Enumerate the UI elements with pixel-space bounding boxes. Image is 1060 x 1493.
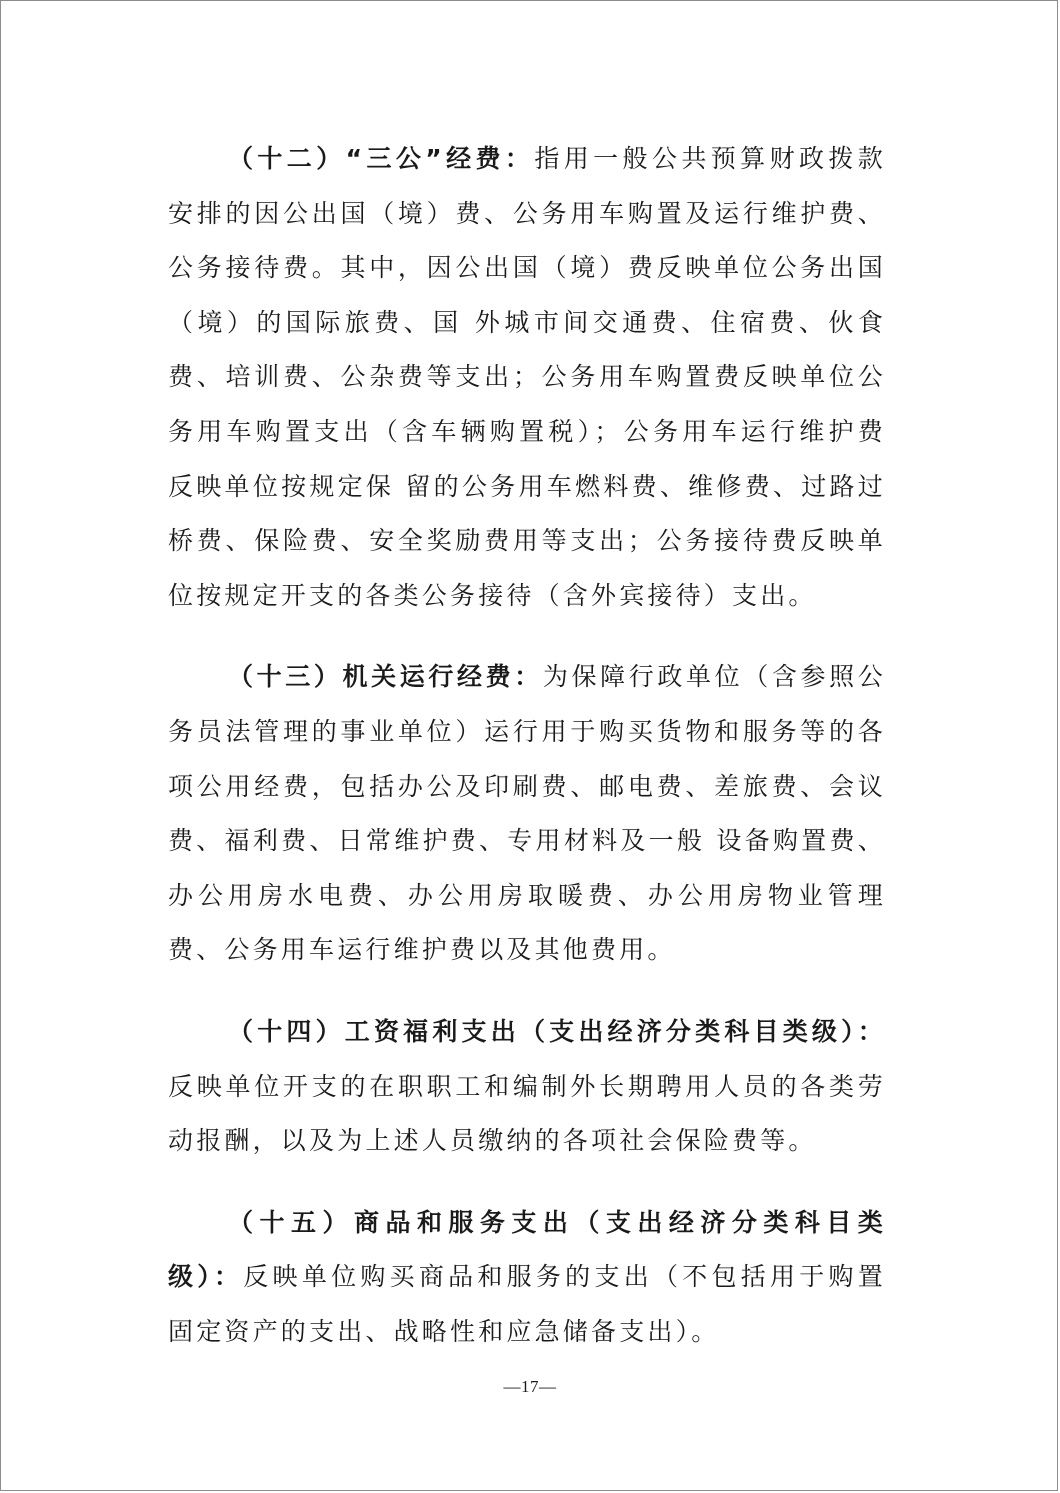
section-paragraph [168, 1005, 886, 1169]
document-body [168, 132, 886, 1359]
section-text: 指用一般公共预算财政拨款安排的因公出国（境）费、公务用车购置及运行维护费、公务接待费。其中，因公出国（境）费反映单位公务出国（境）的国际旅费、国 外城市间交通费、住宿费、伙食费、培训费、公杂费等支出；公务用车购置费反映单位公务用车购置支出（含车辆购置税）；公务用车运行维护费反映单位按规定保 留的公务用车燃料费、维修费、过路过桥费、保险费、安全奖励费用等支出；公务接待费反映单位按规定开支的各类公务接待（含外宾接待）支出。 [168, 144, 886, 610]
section-text: 反映单位购买商品和服务的支出（不包括用于购置固定资产的支出、战略性和应急储备支出）。 [168, 1262, 886, 1346]
section-heading: （十三）机关运行经费： [228, 662, 543, 692]
section-text: 反映单位开支的在职职工和编制外长期聘用人员的各类劳动报酬，以及为上述人员缴纳的各项社会保险费等。 [168, 1071, 886, 1156]
section-heading: （十四）工资福利支出（支出经济分类科目类级）： [228, 1016, 886, 1046]
section-paragraph [168, 1196, 886, 1360]
section-text: 为保障行政单位（含参照公务员法管理的事业单位）运行用于购买货物和服务等的各项公用经费，包括办公及印刷费、邮电费、差旅费、会议费、福利费、日常维护费、专用材料及一般 设备购置费、办公用房水电费、办公用房取暖费、办公用房物业管理费、公务用车运行维护费以及其他费用。 [168, 662, 887, 965]
section-heading: （十二）“三公”经费： [228, 144, 535, 173]
page-number: —17— [503, 1377, 557, 1396]
section-paragraph [168, 132, 886, 623]
section-paragraph [168, 650, 886, 978]
section-heading: （十五）商品和服务支出（支出经济分类科目类级）： [168, 1207, 886, 1292]
